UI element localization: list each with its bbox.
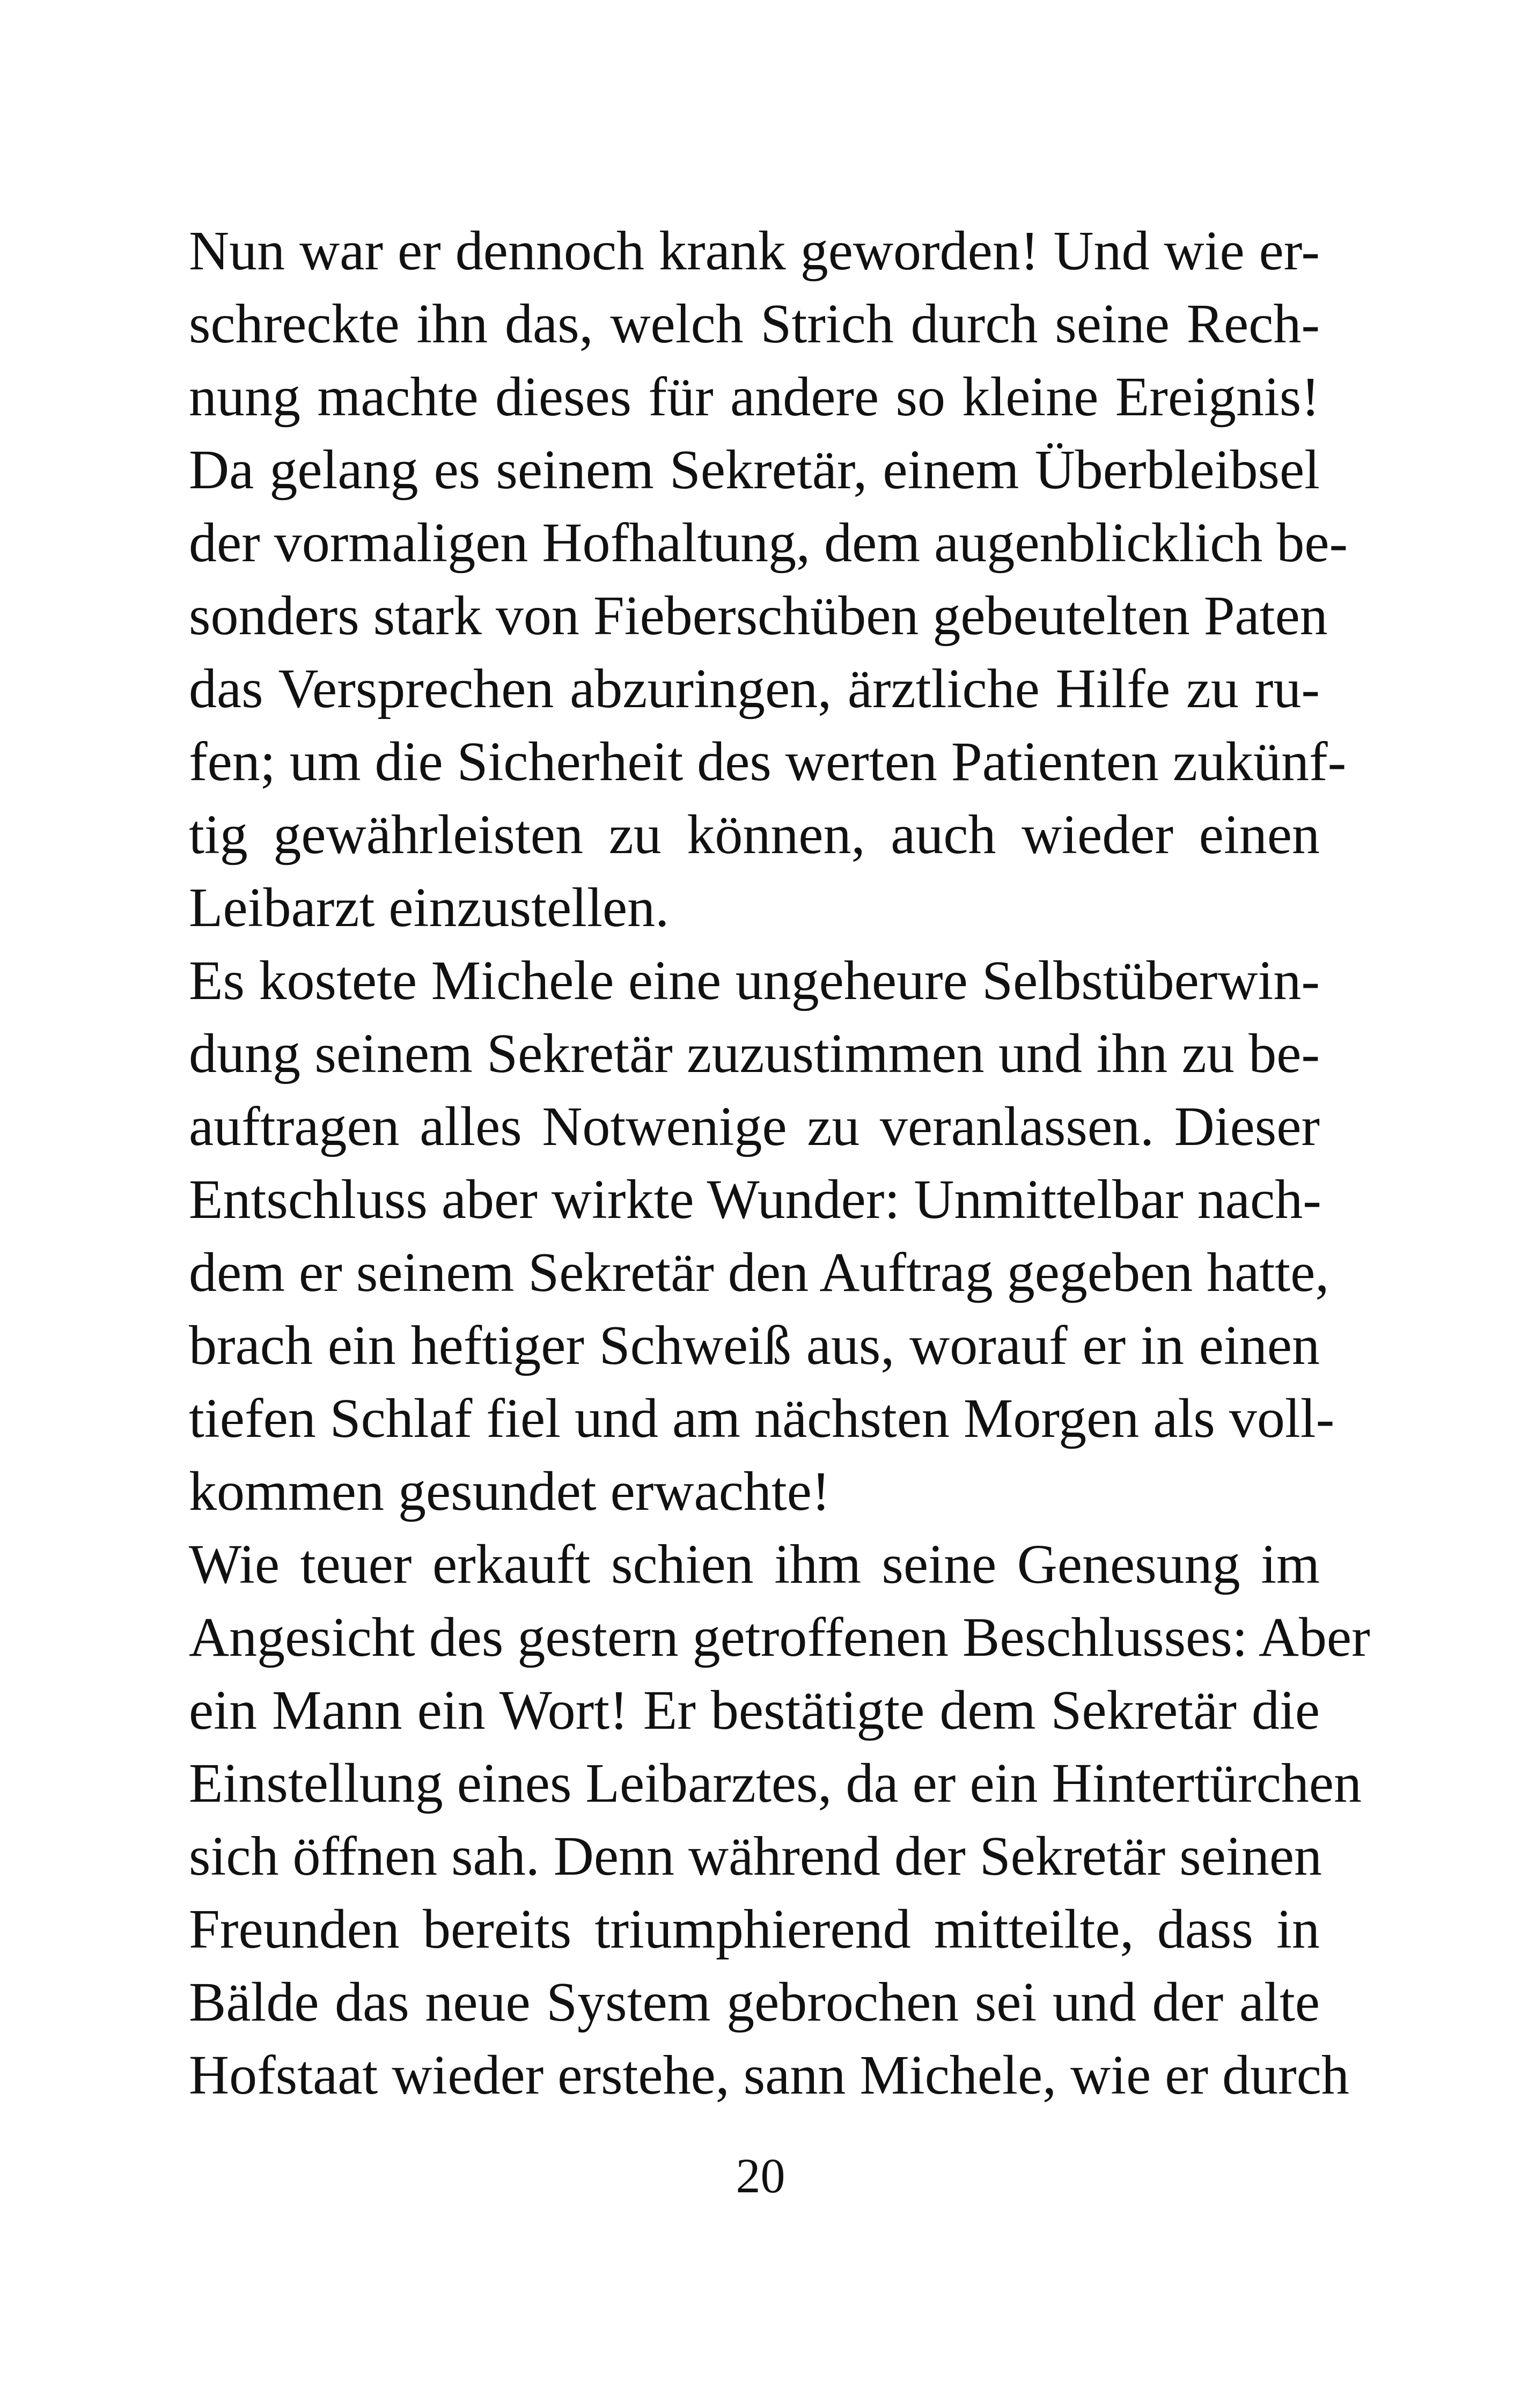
text-line: ein Mann ein Wort! Er bestätigte dem Sekretär die <box>189 1679 1320 1741</box>
body-text <box>189 215 1370 2112</box>
text-line: Es kostete Michele eine ungeheure Selbstüberwin- <box>189 950 1320 1011</box>
text-line: sich öffnen sah. Denn während der Sekretär seinen <box>189 1825 1322 1887</box>
text-line: tig gewährleisten zu können, auch wieder einen <box>189 804 1320 865</box>
page-number: 20 <box>736 2148 785 2203</box>
text-line: Entschluss aber wirkte Wunder: Unmittelbar nach- <box>189 1169 1321 1230</box>
text-line: der vormaligen Hofhaltung, dem augenblicklich be- <box>189 512 1348 574</box>
text-line: Bälde das neue System gebrochen sei und der alte <box>189 1971 1320 2033</box>
text-line: Leibarzt einzustellen. <box>189 877 670 938</box>
text-line: Einstellung eines Leibarztes, da er ein Hintertürchen <box>189 1752 1362 1814</box>
text-line: Nun war er dennoch krank geworden! Und wie er- <box>189 220 1320 282</box>
text-line: fen; um die Sicherheit des werten Patienten zukünf- <box>189 731 1347 792</box>
text-line: das Versprechen abzuringen, ärztliche Hilfe zu ru- <box>189 658 1320 720</box>
text-line: auftragen alles Notwenige zu veranlassen. Dieser <box>189 1096 1320 1157</box>
text-line: schreckte ihn das, welch Strich durch seine Rech- <box>189 293 1320 355</box>
text-line: sonders stark von Fieberschüben gebeutelten Paten <box>189 585 1328 647</box>
paragraph-3 <box>189 1528 1370 2112</box>
text-line: kommen gesundet erwachte! <box>189 1460 831 1522</box>
text-line: Wie teuer erkauft schien ihm seine Genesung im <box>189 1533 1320 1595</box>
text-line: Hofstaat wieder erstehe, sann Michele, wie er durch <box>189 2044 1349 2106</box>
text-line: dem er seinem Sekretär den Auftrag gegeben hatte, <box>189 1242 1329 1303</box>
text-line: Freunden bereits triumphierend mitteilte, dass in <box>189 1898 1320 1960</box>
text-line: tiefen Schlaf fiel und am nächsten Morgen als voll- <box>189 1387 1335 1449</box>
text-line: nung machte dieses für andere so kleine Ereignis! <box>189 366 1320 428</box>
text-line: brach ein heftiger Schweiß aus, worauf er in einen <box>189 1315 1320 1376</box>
text-line: Da gelang es seinem Sekretär, einem Überbleibsel <box>189 439 1320 501</box>
text-line: dung seinem Sekretär zuzustimmen und ihn zu be- <box>189 1023 1320 1084</box>
text-line: Angesicht des gestern getroffenen Beschlusses: Aber <box>189 1606 1370 1668</box>
paragraph-1 <box>189 215 1348 944</box>
paragraph-2 <box>189 944 1335 1528</box>
